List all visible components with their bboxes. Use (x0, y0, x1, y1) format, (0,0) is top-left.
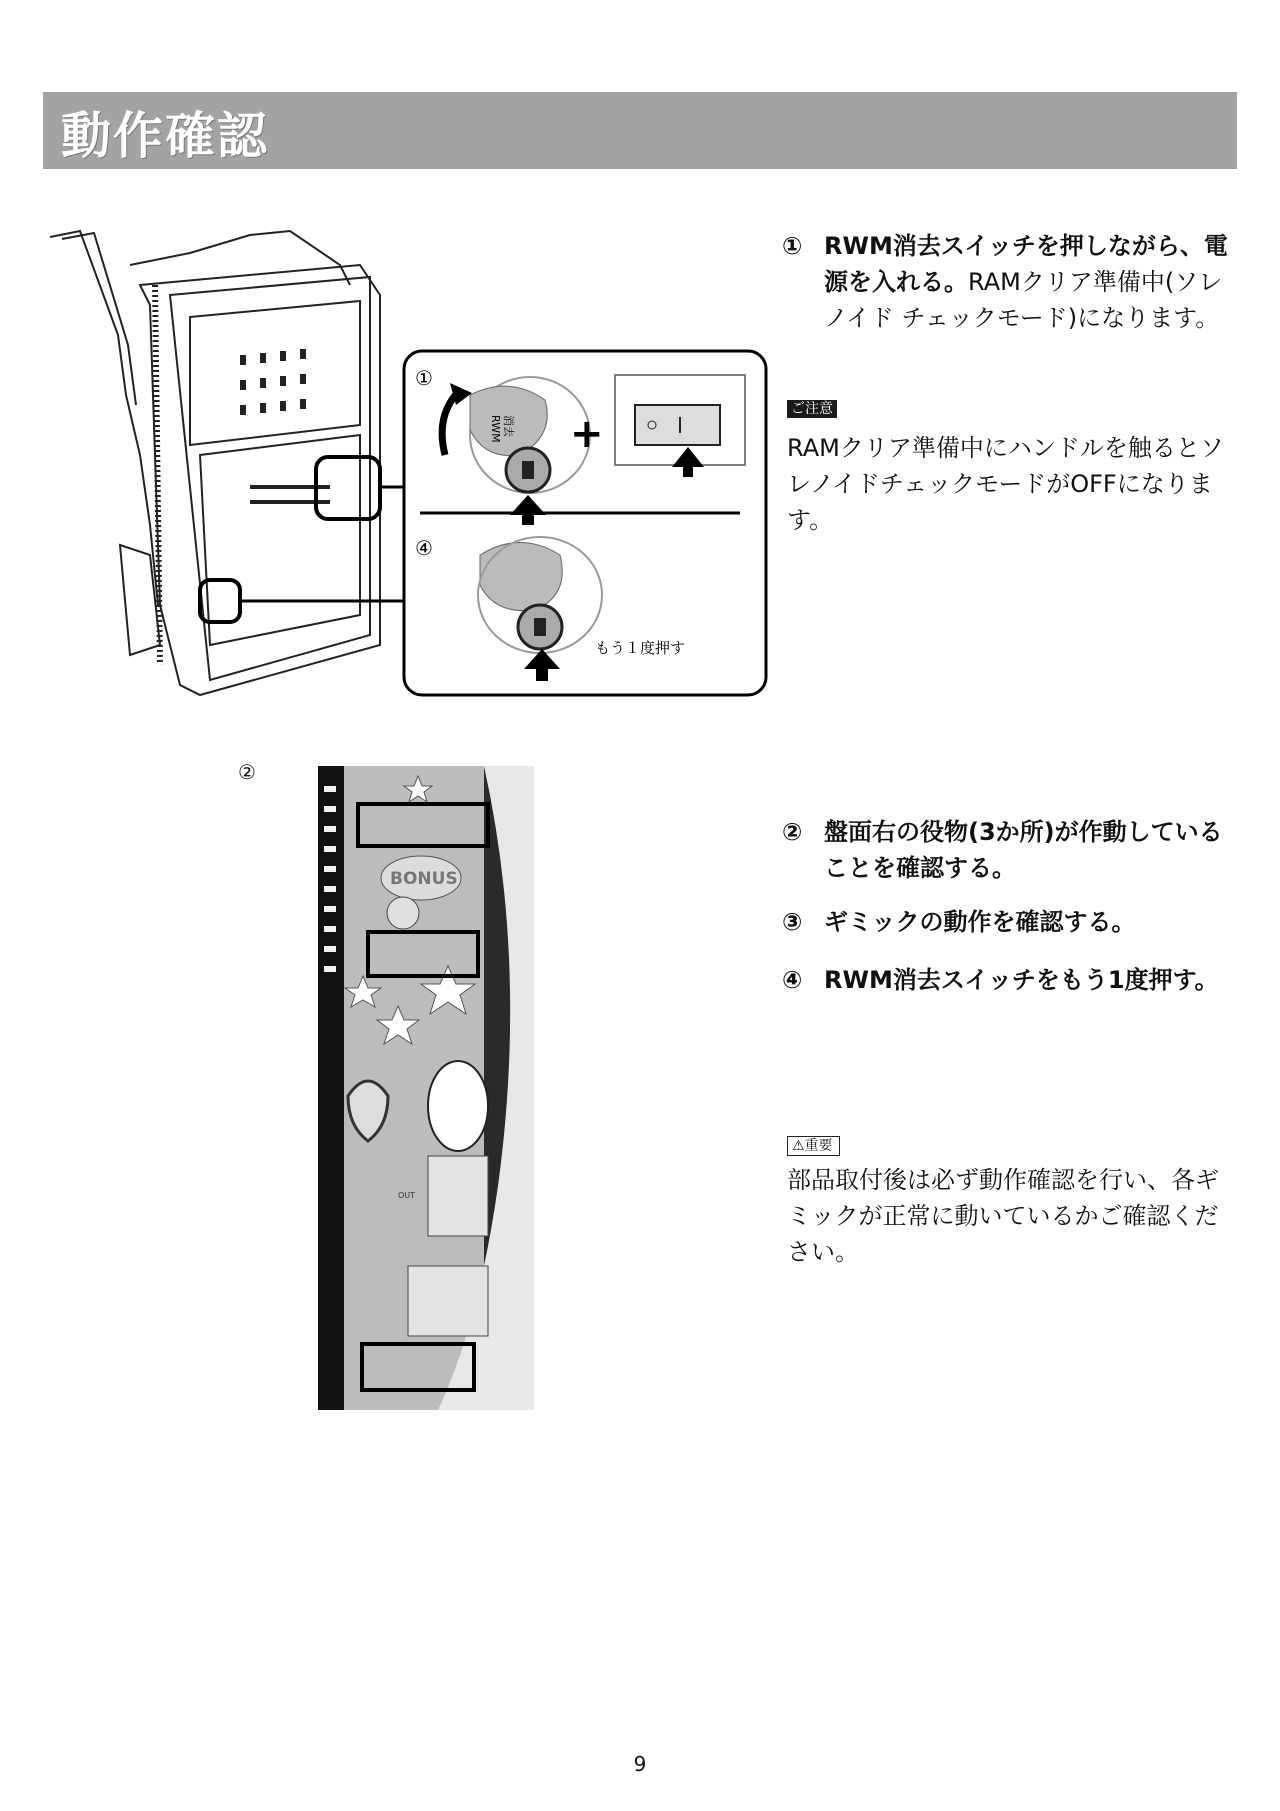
machine-diagram (40, 225, 770, 705)
page-number: 9 (633, 1752, 647, 1776)
step-1-detail: RAMクリア準備中(ソレノイド チェックモード)になります。 (824, 268, 1223, 332)
plus-sign: + (570, 411, 604, 457)
machine-face-photo (318, 766, 534, 1410)
important-text: 部品取付後は必ず動作確認を行い、各ギミックが正常に動いているかご確認ください。 (787, 1166, 1219, 1266)
caution-badge: ご注意 (787, 400, 837, 418)
fig2-marker: ② (238, 760, 256, 784)
step-4 (782, 962, 1242, 998)
switch-label-erase: 消去 (502, 415, 515, 437)
step-1-instruction: RWM消去スイッチを押しながら、電源を入れる。 (824, 232, 1228, 296)
step-2-number: ② (782, 818, 803, 846)
callout-marker-4: ④ (415, 536, 433, 560)
bonus-text: BONUS (390, 869, 458, 889)
step-3-number: ③ (782, 908, 803, 936)
important-label: 重要 (804, 1138, 833, 1154)
out-label: OUT (398, 1191, 416, 1200)
step-4-instruction: RWM消去スイッチをもう1度押す。 (824, 966, 1219, 994)
important-badge (787, 1136, 840, 1156)
step-3 (782, 904, 1242, 940)
page-title: 動作確認 (61, 107, 269, 165)
warning-icon: ⚠ (792, 1138, 805, 1154)
step-2 (782, 814, 1242, 886)
caution-text: RAMクリア準備中にハンドルを触るとソレノイドチェックモードがOFFになります。 (787, 434, 1224, 534)
step-1 (782, 228, 1242, 336)
step-1-number: ① (782, 232, 803, 260)
step-2-instruction: 盤面右の役物(3か所)が作動していることを確認する。 (824, 818, 1223, 882)
callout-marker-1: ① (415, 366, 433, 390)
step-3-instruction: ギミックの動作を確認する。 (824, 908, 1136, 936)
title-bar (43, 92, 1237, 169)
step-4-number: ④ (782, 966, 803, 994)
press-again-caption: もう１度押す (595, 639, 686, 657)
switch-label-rwm: RWM (489, 415, 502, 443)
